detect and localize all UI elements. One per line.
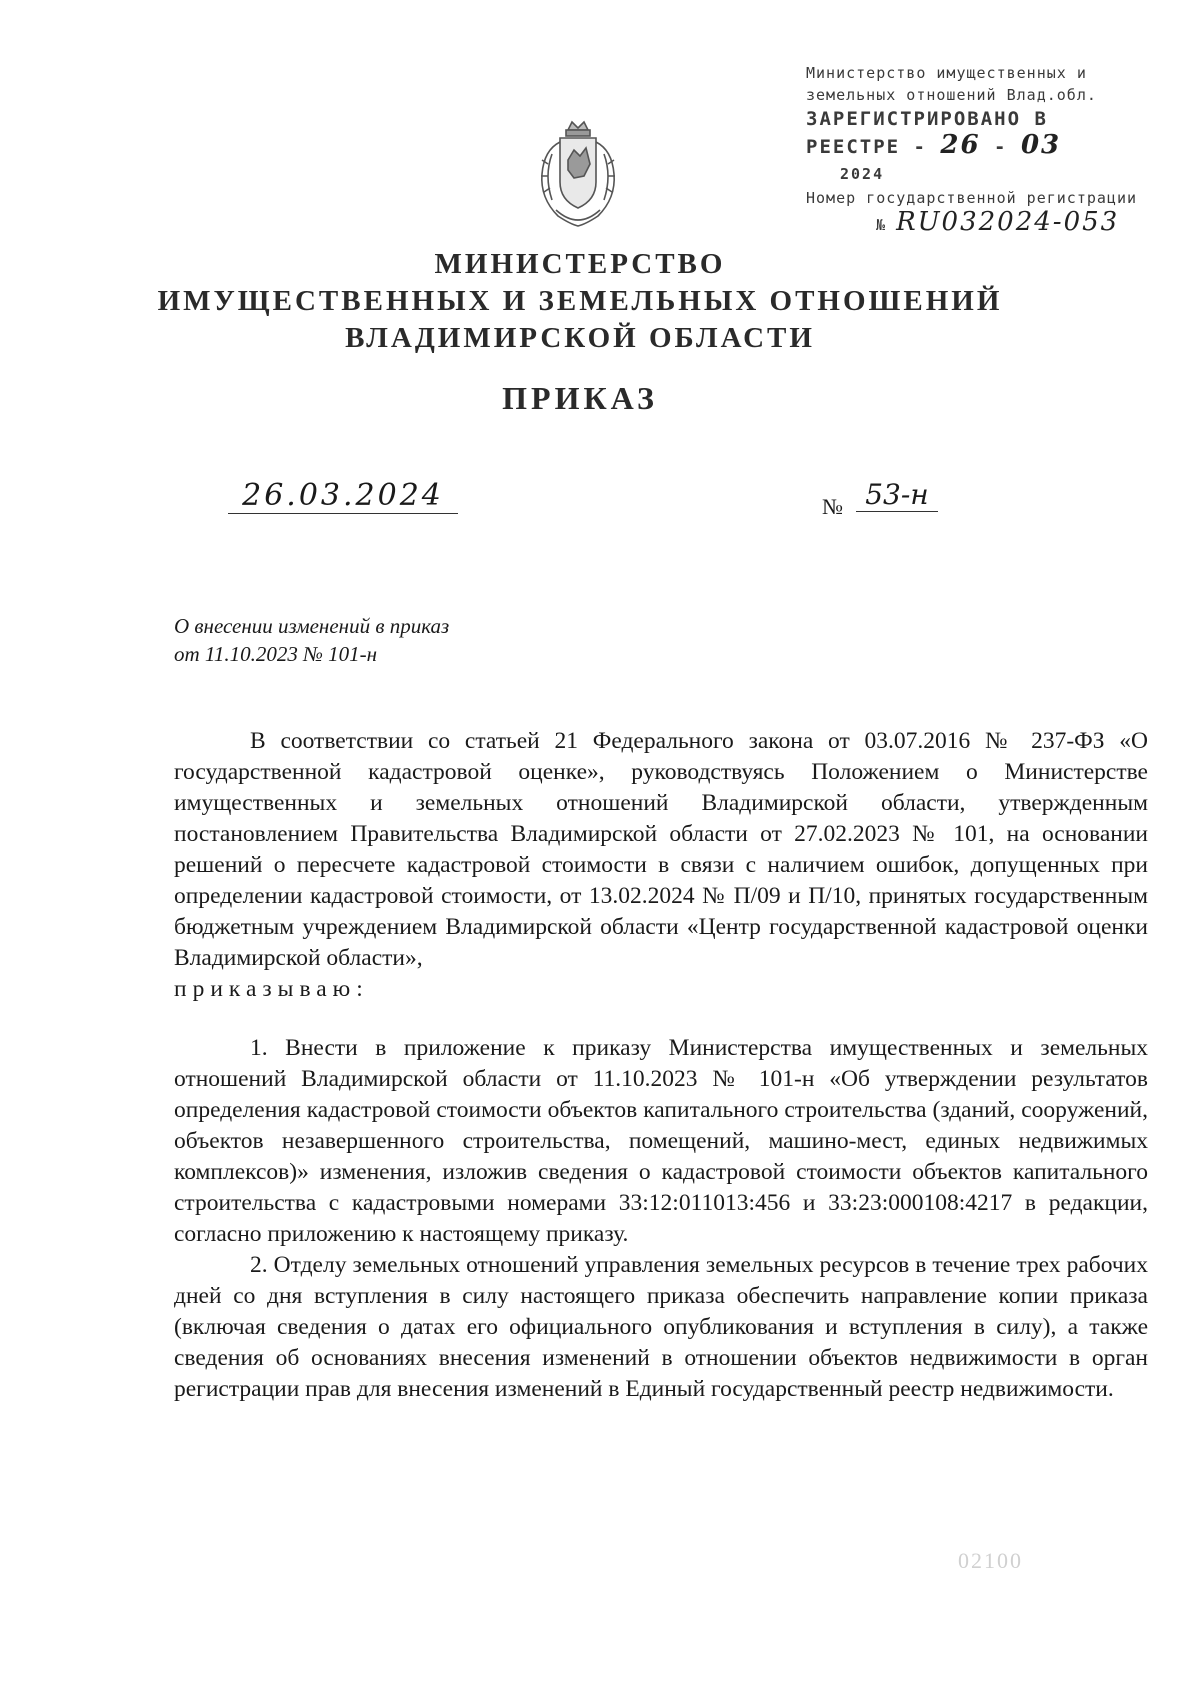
stamp-registry-date: РЕЕСТРЕ - 26 - 03 2024 [806,130,1062,183]
stamp-month: 03 [1020,130,1062,160]
order-number-sign: № [822,494,843,519]
stamp-year: 2024 [840,165,885,183]
ministry-line-1: МИНИСТЕРСТВО [434,248,726,280]
subject-line-1: О внесении изменений в приказ [174,614,450,638]
registration-stamp [806,62,1136,236]
ministry-line-2: ИМУЩЕСТВЕННЫХ И ЗЕМЕЛЬНЫХ ОТНОШЕНИЙ [157,285,1003,317]
document-title: ПРИКАЗ [502,380,658,416]
stamp-day: 26 [940,130,981,160]
item-2-paragraph: 2. Отделу земельных отношений управления земельных ресурсов в течение трех рабочих дней со дня вступления в силу настоящего приказа обеспечить направление копии приказа (включая сведения о датах его официального опубликования и вступления в силу), а также сведения об основаниях внесения изменений в отношении объектов недвижимости в орган регистрации прав для внесения изменений в Единый государственный реестр недвижимости. [174,1252,1148,1402]
order-number: 53-н [856,478,938,512]
faint-page-mark: 02100 [958,1548,1023,1573]
order-subject [174,612,449,668]
ministry-name [0,246,1160,357]
stamp-line-ministry: Министерство имущественных и [806,64,1087,82]
preamble-paragraph [174,726,1148,1005]
stamp-reg-number-line [806,207,1136,237]
stamp-line-relations: земельных отношений Влад.обл. [806,86,1097,104]
order-body [174,726,1148,1405]
coat-of-arms-emblem [530,120,626,232]
stamp-registered: ЗАРЕГИСТРИРОВАНО В [806,108,1048,130]
item-1-paragraph: 1. Внести в приложение к приказу Министерства имущественных и земельных отношений Владимирской области от 11.10.2023 № 101-н «Об утверждении результатов определения кадастровой стоимости объектов капитального строительства (зданий, сооружений, объектов незавершенного строительства, помещений, машино-мест, единых недвижимых комплексов)» изменения, изложив сведения о кадастровой стоимости объектов капитального строительства с кадастровыми номерами 33:12:011013:456 и 33:23:000108:4217 в редакции, согласно приложению к настоящему приказу. [174,1035,1148,1247]
preamble-text: В соответствии со статьей 21 Федерального закона от 03.07.2016 № 237-ФЗ «О государственной кадастровой оценке», руководствуясь Положением о Министерстве имущественных и земельных отношений Владимирской области, утвержденным постановлением Правительства Владимирской области от 27.02.2023 № 101, на основании решений о пересчете кадастровой стоимости в связи с наличием ошибок, допущенных при определении кадастровой стоимости, от 13.02.2024 № П/09 и П/10, принятых государственным бюджетным учреждением Владимирской области «Центр государственной кадастровой оценки Владимирской области», [174,728,1148,971]
stamp-reg-number-sign: № [876,216,887,234]
stamp-reg-number: RU032024-053 [896,207,1120,237]
order-word: приказываю: [174,976,369,1002]
ministry-line-3: ВЛАДИМИРСКОЙ ОБЛАСТИ [345,322,815,354]
stamp-reg-caption: Номер государственной регистрации [806,189,1138,207]
subject-line-2: от 11.10.2023 № 101-н [174,642,378,666]
order-date: 26.03.2024 [228,478,458,514]
stamp-registry-prefix: РЕЕСТРЕ - [806,136,927,158]
